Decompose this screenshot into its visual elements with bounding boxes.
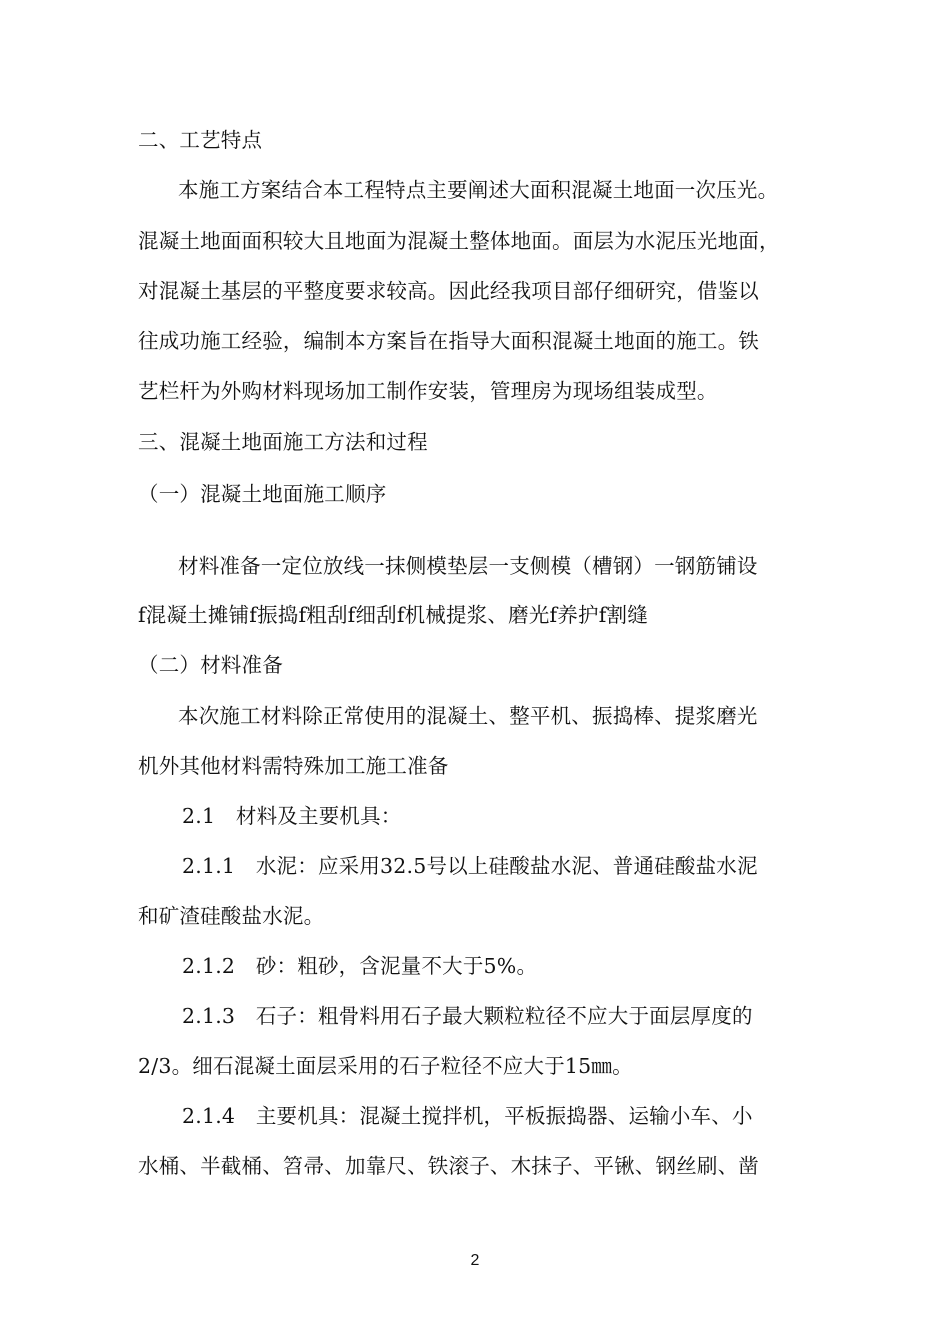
paragraph-line: f混凝土摊铺f振捣f粗刮f细刮f机械提浆、磨光f养护f割缝 <box>138 603 648 627</box>
section-heading-process-features: 二、工艺特点 <box>138 128 263 152</box>
page-number: 2 <box>470 1252 480 1269</box>
clause-2-1-3: 2.1.3 石子：粗骨料用石子最大颗粒粒径不应大于面层厚度的 <box>182 1004 753 1028</box>
paragraph-line: 材料准备一定位放线一抹侧模垫层一支侧模（槽钢）一钢筋铺设 <box>178 554 758 578</box>
subsection-heading-sequence: （一）混凝土地面施工顺序 <box>138 482 387 506</box>
paragraph-line: 往成功施工经验，编制本方案旨在指导大面积混凝土地面的施工。铁 <box>138 329 759 353</box>
clause-2-1-4: 2.1.4 主要机具：混凝土搅拌机，平板振捣器、运输小车、小 <box>182 1104 753 1128</box>
clause-heading-2-1: 2.1 材料及主要机具： <box>182 804 402 828</box>
paragraph-line: 混凝土地面面积较大且地面为混凝土整体地面。面层为水泥压光地面， <box>138 229 780 253</box>
paragraph-line: 水桶、半截桶、笤帚、加靠尺、铁滚子、木抹子、平锹、钢丝刷、凿 <box>138 1154 759 1178</box>
paragraph-line: 艺栏杆为外购材料现场加工制作安装，管理房为现场组装成型。 <box>138 379 718 403</box>
section-heading-construction-method: 三、混凝土地面施工方法和过程 <box>138 430 428 454</box>
clause-2-1-2: 2.1.2 砂：粗砂，含泥量不大于5%。 <box>182 954 538 978</box>
paragraph-line: 对混凝土基层的平整度要求较高。因此经我项目部仔细研究，借鉴以 <box>138 279 759 303</box>
clause-2-1-1: 2.1.1 水泥：应采用32.5号以上硅酸盐水泥、普通硅酸盐水泥 <box>182 854 758 878</box>
subsection-heading-materials: （二）材料准备 <box>138 653 283 677</box>
paragraph-line: 本施工方案结合本工程特点主要阐述大面积混凝土地面一次压光。 <box>178 178 779 202</box>
paragraph-line: 本次施工材料除正常使用的混凝土、整平机、振捣棒、提浆磨光 <box>178 704 758 728</box>
paragraph-line: 2/3。细石混凝土面层采用的石子粒径不应大于15㎜。 <box>138 1054 633 1078</box>
paragraph-line: 机外其他材料需特殊加工施工准备 <box>138 754 449 778</box>
paragraph-line: 和矿渣硅酸盐水泥。 <box>138 904 325 928</box>
